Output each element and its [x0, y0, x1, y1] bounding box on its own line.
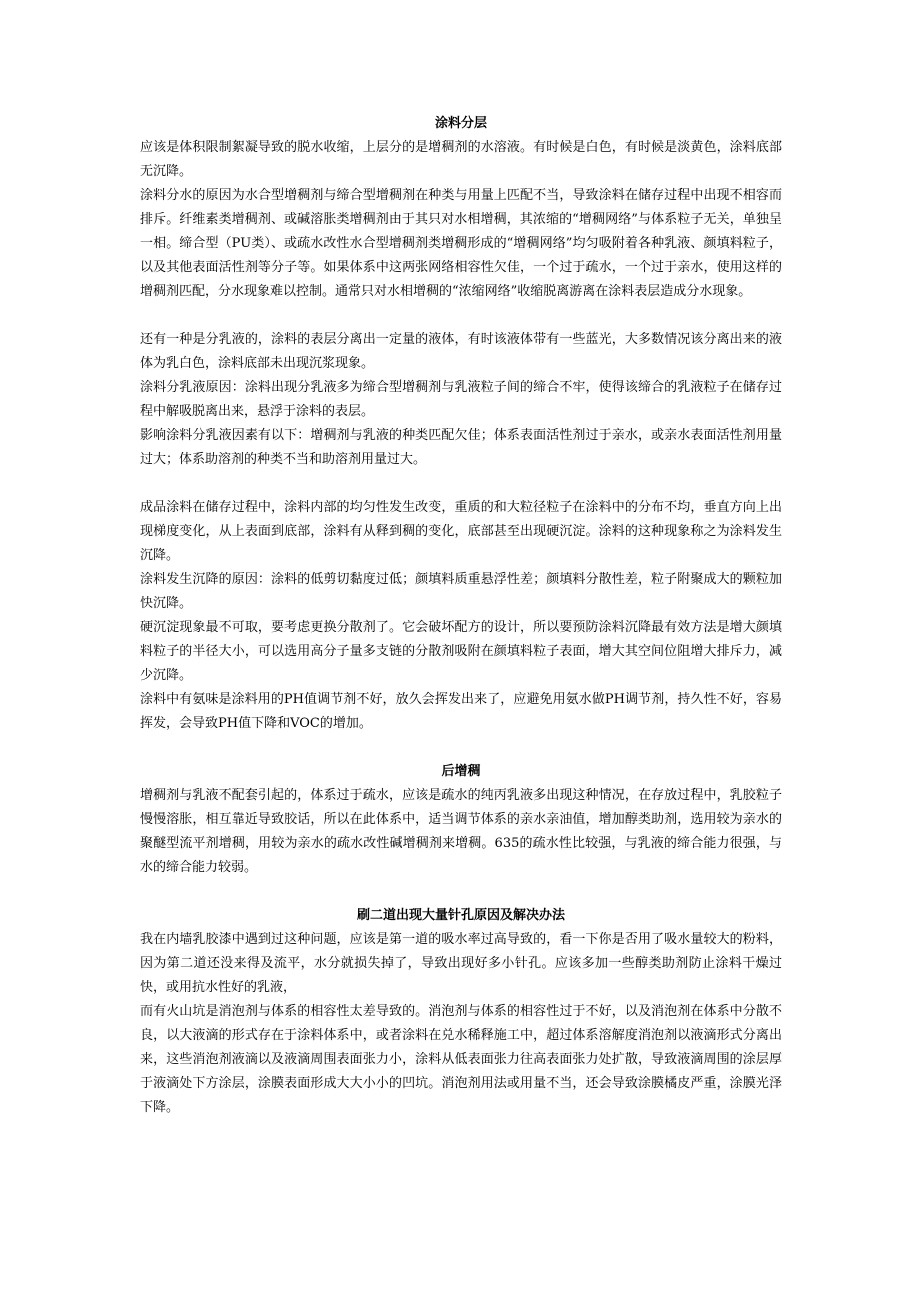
blank-line [140, 880, 782, 904]
paragraph: 增稠剂与乳液不配套引起的，体系过于疏水，应该是疏水的纯丙乳液多出现这种情况，在存放过程中，乳胶粒子慢慢溶胀，相互靠近导致胶话，所以在此体系中，适当调节体系的亲水亲油值，增加醇类助剂，选用较为亲水的聚醚型流平剂增稠，用较为亲水的疏水改性碱增稠剂来增稠。635的疏水性比较强，与乳液的缔合能力很强，与水的缔合能力较弱。 [140, 788, 782, 875]
paragraph: 硬沉淀现象最不可取，要考虑更换分散剂了。它会破坏配方的设计，所以要预防涂料沉降最有效方法是增大颜填料粒子的半径大小，可以选用高分子量多支链的分散剂吸附在颜填料粒子表面，增大其空间位阻增大排斥力，减少沉降。 [140, 620, 782, 683]
paragraph: 涂料发生沉降的原因：涂料的低剪切黏度过低；颜填料质重悬浮性差；颜填料分散性差，粒子附聚成大的颗粒加快沉降。 [140, 572, 782, 611]
blank-line [140, 736, 782, 760]
blank-line [140, 304, 782, 328]
document-page [140, 112, 782, 1120]
paragraph: 影响涂料分乳液因素有以下：增稠剂与乳液的种类匹配欠佳；体系表面活性剂过于亲水，或亲水表面活性剂用量过大；体系助溶剂的种类不当和助溶剂用量过大。 [140, 428, 782, 467]
paragraph: 成品涂料在储存过程中，涂料内部的均匀性发生改变，重质的和大粒径粒子在涂料中的分布不均，垂直方向上出现梯度变化，从上表面到底部，涂料有从释到稠的变化，底部甚至出现硬沉淀。涂料的这种现象称之为涂料发生沉降。 [140, 500, 782, 563]
blank-line [140, 472, 782, 496]
paragraph: 应该是体积限制絮凝导致的脱水收缩，上层分的是增稠剂的水溶液。有时候是白色，有时候是淡黄色，涂料底部无沉降。 [140, 140, 782, 179]
paragraph: 涂料分乳液原因：涂料出现分乳液多为缔合型增稠剂与乳液粒子间的缔合不牢，使得该缔合的乳液粒子在储存过程中解吸脱离出来，悬浮于涂料的表层。 [140, 380, 782, 419]
section-title-coating-layering: 涂料分层 [434, 116, 487, 131]
paragraph: 而有火山坑是消泡剂与体系的相容性太差导致的。消泡剂与体系的相容性过于不好，以及消泡剂在体系中分散不良，以大液滴的形式存在于涂料体系中，或者涂料在兑水稀释施工中，超过体系溶解度消泡剂以液滴形式分离出来，这些消泡剂液滴以及液滴周围表面张力小，涂料从低表面张力往高表面张力处扩散，导致液滴周围的涂层厚于液滴处下方涂层，涂膜表面形成大大小小的凹坑。消泡剂用法或用量不当，还会导致涂膜橘皮严重，涂膜光泽下降。 [140, 1004, 782, 1115]
paragraph: 我在内墙乳胶漆中遇到过这种问题，应该是第一道的吸水率过高导致的，看一下你是否用了吸水量较大的粉料，因为第二道还没来得及流平，水分就损失掉了，导致出现好多小针孔。应该多加一些醇类助剂防止涂料干燥过快，或用抗水性好的乳液， [140, 932, 782, 995]
paragraph: 涂料分水的原因为水合型增稠剂与缔合型增稠剂在种类与用量上匹配不当，导致涂料在储存过程中出现不相容而排斥。纤维素类增稠剂、或碱溶胀类增稠剂由于其只对水相增稠，其浓缩的“增稠网络”与体系粒子无关，单独呈一相。缔合型（PU类）、或疏水改性水合型增稠剂类增稠形成的“增稠网络”均匀吸附着各种乳液、颜填料粒子，以及其他表面活性剂等分子等。如果体系中这两张网络相容性欠佳，一个过于疏水，一个过于亲水，使用这样的增稠剂匹配，分水现象难以控制。通常只对水相增稠的“浓缩网络”收缩脱离游离在涂料表层造成分水现象。 [140, 188, 782, 299]
paragraph: 还有一种是分乳液的，涂料的表层分离出一定量的液体，有时该液体带有一些蓝光，大多数情况该分离出来的液体为乳白色，涂料底部未出现沉浆现象。 [140, 332, 782, 371]
section-title-post-thickening: 后增稠 [441, 764, 481, 779]
paragraph: 涂料中有氨味是涂料用的PH值调节剂不好，放久会挥发出来了，应避免用氨水做PH调节剂，持久性不好，容易挥发，会导致PH值下降和VOC的增加。 [140, 692, 782, 731]
section-title-pinholes: 刷二道出现大量针孔原因及解决办法 [356, 908, 565, 923]
